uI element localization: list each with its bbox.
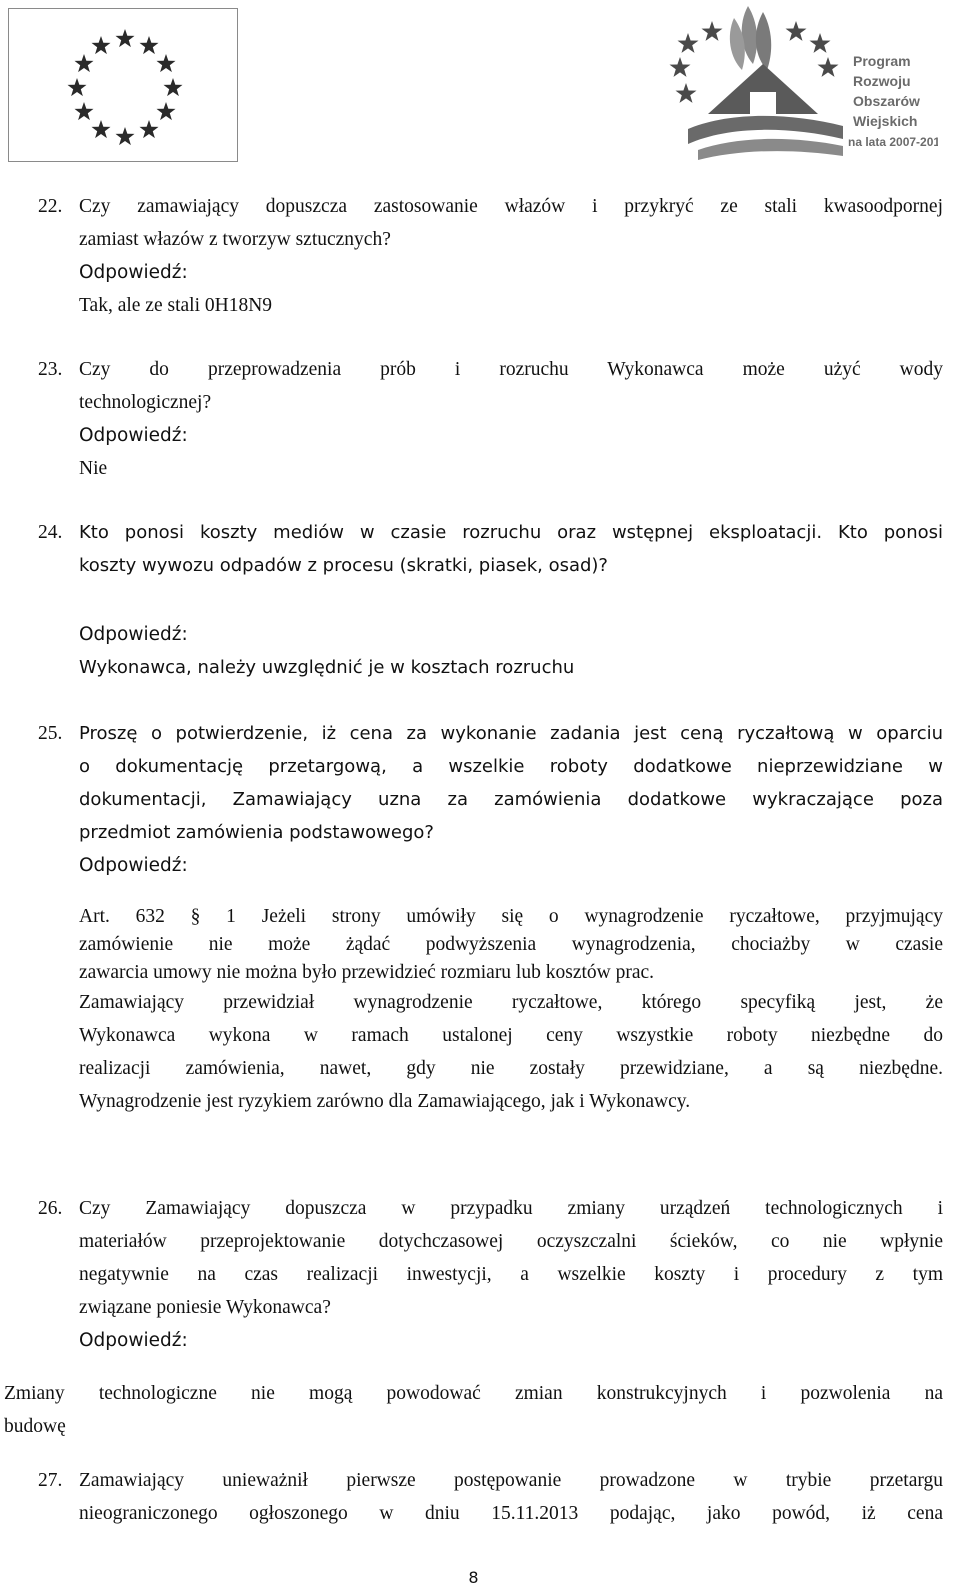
prow-logo-line-3: Obszarów [853, 93, 920, 109]
answer-24 [79, 618, 943, 684]
answer-label: Odpowiedź: [79, 624, 188, 645]
question-line: Czy do przeprowadzenia prób i rozruchu Wykonawca może użyć wody [79, 359, 943, 380]
question-line: technologicznej? [79, 392, 212, 413]
answer-line: Wykonawca wykona w ramach ustalonej ceny wszystkie roboty niezbędne do [79, 1025, 943, 1046]
question-number: 26. [38, 1198, 63, 1219]
prow-logo-line-2: Rozwoju [853, 73, 911, 89]
prow-logo-line-5: na lata 2007-2013 [848, 135, 938, 149]
question-line: zamiast włazów z tworzyw sztucznych? [79, 229, 391, 250]
prow-logo-line-1: Program [853, 53, 911, 69]
question-line: Proszę o potwierdzenie, iż cena za wykonanie zadania jest ceną ryczałtową w oparciu [79, 723, 943, 744]
question-line: dokumentacji, Zamawiający uzna za zamówienia dodatkowe wykraczające poza [79, 789, 943, 810]
prow-logo-line-4: Wiejskich [853, 113, 918, 129]
answer-label: Odpowiedź: [79, 1330, 188, 1351]
answer-line: realizacji zamówienia, nawet, gdy nie zostały przewidziane, a są niezbędne. [79, 1058, 943, 1079]
question-22 [79, 190, 943, 322]
answer-label: Odpowiedź: [79, 855, 188, 876]
question-24 [79, 516, 943, 582]
prow-emblem-icon [668, 4, 938, 164]
question-line: przedmiot zamówienia podstawowego? [79, 822, 434, 843]
answer-25-text [79, 986, 943, 1118]
question-line: Czy zamawiający dopuszcza zastosowanie włazów i przykryć ze stali kwasoodpornej [79, 196, 943, 217]
question-26 [79, 1192, 943, 1357]
eu-stars-icon [9, 9, 237, 161]
question-line: Zamawiający unieważnił pierwsze postępowanie prowadzone w trybie przetargu [79, 1470, 943, 1491]
question-25 [79, 717, 943, 882]
question-line: nieograniczonego ogłoszonego w dniu 15.11.2013 podając, jako powód, iż cena [79, 1503, 943, 1524]
answer-26-text [4, 1377, 943, 1443]
question-line: związane poniesie Wykonawca? [79, 1297, 331, 1318]
question-line: Czy Zamawiający dopuszcza w przypadku zmiany urządzeń technologicznych i [79, 1198, 943, 1219]
answer-line: Zmiany technologiczne nie mogą powodować zmian konstrukcyjnych i pozwolenia na [4, 1383, 943, 1404]
answer-line: Wynagrodzenie jest ryzykiem zarówno dla Zamawiającego, jak i Wykonawcy. [79, 1091, 691, 1112]
page-number: 8 [468, 1568, 479, 1587]
answer-text: Tak, ale ze stali 0H18N9 [79, 295, 273, 316]
question-number: 23. [38, 359, 63, 380]
eu-flag-logo [8, 8, 238, 162]
article-line: zamówienie nie może żądać podwyższenia wynagrodzenia, chociażby w czasie [79, 934, 943, 955]
question-line: negatywnie na czas realizacji inwestycji, a wszelkie koszty i procedury z tym [79, 1264, 943, 1285]
answer-line: Zamawiający przewidział wynagrodzenie ryczałtowe, którego specyfiką jest, że [79, 992, 943, 1013]
answer-text: Wykonawca, należy uwzględnić je w kosztach rozruchu [79, 657, 575, 678]
prow-logo [668, 4, 938, 164]
article-line: zawarcia umowy nie można było przewidzieć rozmiaru lub kosztów prac. [79, 962, 655, 983]
answer-line: budowę [4, 1416, 66, 1437]
answer-label: Odpowiedź: [79, 425, 188, 446]
question-number: 25. [38, 723, 63, 744]
question-number: 22. [38, 196, 63, 217]
question-line: koszty wywozu odpadów z procesu (skratki, piasek, osad)? [79, 555, 608, 576]
question-number: 27. [38, 1470, 63, 1491]
question-line: materiałów przeprojektowanie dotychczasowej oczyszczalni ścieków, co nie wpłynie [79, 1231, 943, 1252]
answer-label: Odpowiedź: [79, 262, 188, 283]
question-27 [79, 1464, 943, 1530]
answer-text: Nie [79, 458, 108, 479]
answer-25-article [79, 903, 943, 987]
question-line: Kto ponosi koszty mediów w czasie rozruchu oraz wstępnej eksploatacji. Kto ponosi [79, 522, 943, 543]
question-23 [79, 353, 943, 485]
question-number: 24. [38, 522, 63, 543]
question-line: o dokumentację przetargową, a wszelkie roboty dodatkowe nieprzewidziane w [79, 756, 943, 777]
article-line: Art. 632 § 1 Jeżeli strony umówiły się o wynagrodzenie ryczałtowe, przyjmujący [79, 906, 943, 927]
